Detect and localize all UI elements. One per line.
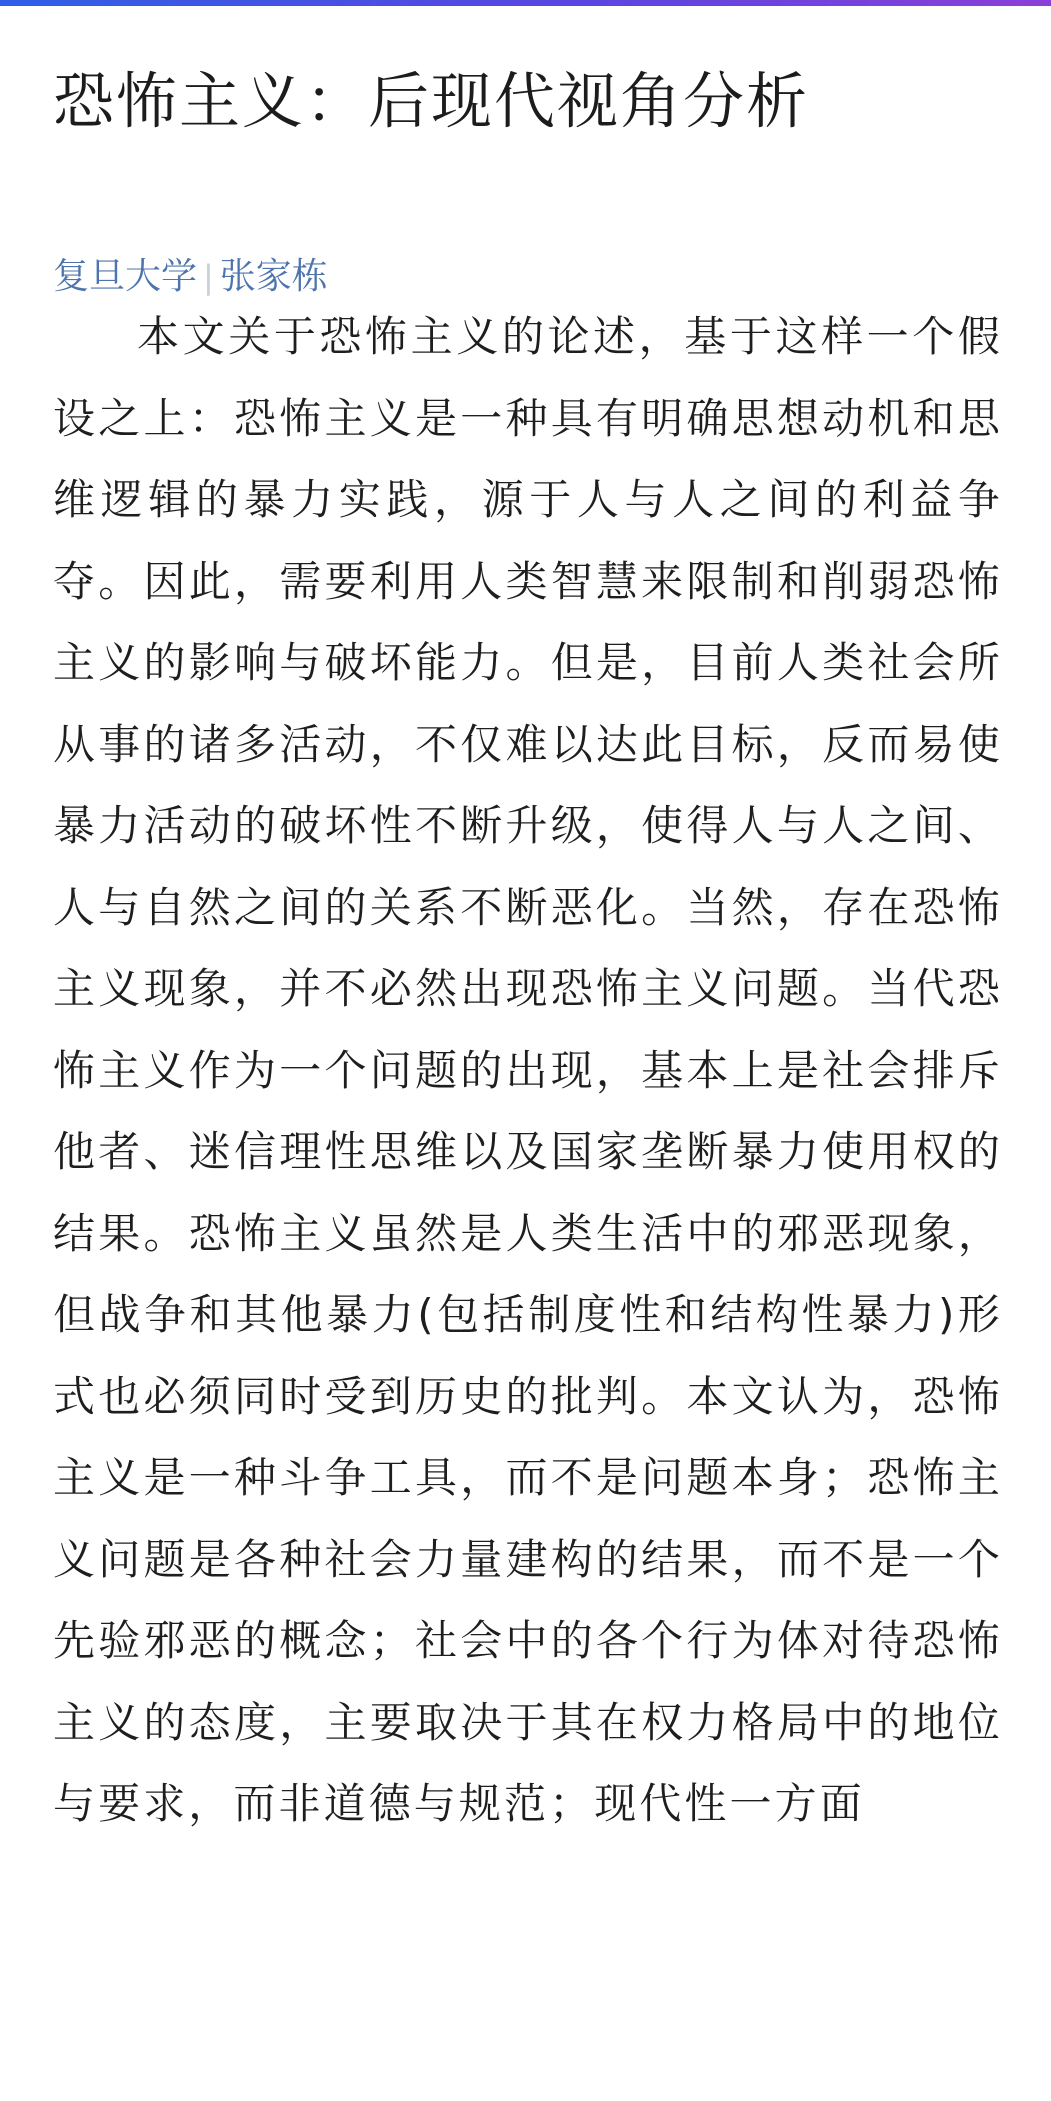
meta-separator: | bbox=[203, 258, 214, 296]
body-paragraph: 本文关于恐怖主义的论述，基于这样一个假设之上：恐怖主义是一种具有明确思想动机和思维逻辑的暴力实践，源于人与人之间的利益争夺。因此，需要利用人类智慧来限制和削弱恐怖主义的影响与破坏能力。但是，目前人类社会所从事的诸多活动，不仅难以达此目标，反而易使暴力活动的破坏性不断升级，使得人与人之间、人与自然之间的关系不断恶化。当然，存在恐怖主义现象，并不必然出现恐怖主义问题。当代恐怖主义作为一个问题的出现，基本上是社会排斥他者、迷信理性思维以及国家垄断暴力使用权的结果。恐怖主义虽然是人类生活中的邪恶现象，但战争和其他暴力(包括制度性和结构性暴力)形式也必须同时受到历史的批判。本文认为，恐怖主义是一种斗争工具，而不是问题本身；恐怖主义问题是各种社会力量建构的结果，而不是一个先验邪恶的概念；社会中的各个行为体对待恐怖主义的态度，主要取决于其在权力格局中的地位与要求，而非道德与规范；现代性一方面 bbox=[53, 312, 1003, 1828]
institution-link[interactable]: 复旦大学 bbox=[53, 256, 198, 297]
top-accent-bar bbox=[0, 0, 1051, 6]
article-header bbox=[53, 62, 1003, 297]
article-title: 恐怖主义：后现代视角分析 bbox=[53, 66, 810, 137]
article-body bbox=[53, 296, 1003, 1845]
author-link[interactable]: 张家栋 bbox=[219, 256, 328, 297]
